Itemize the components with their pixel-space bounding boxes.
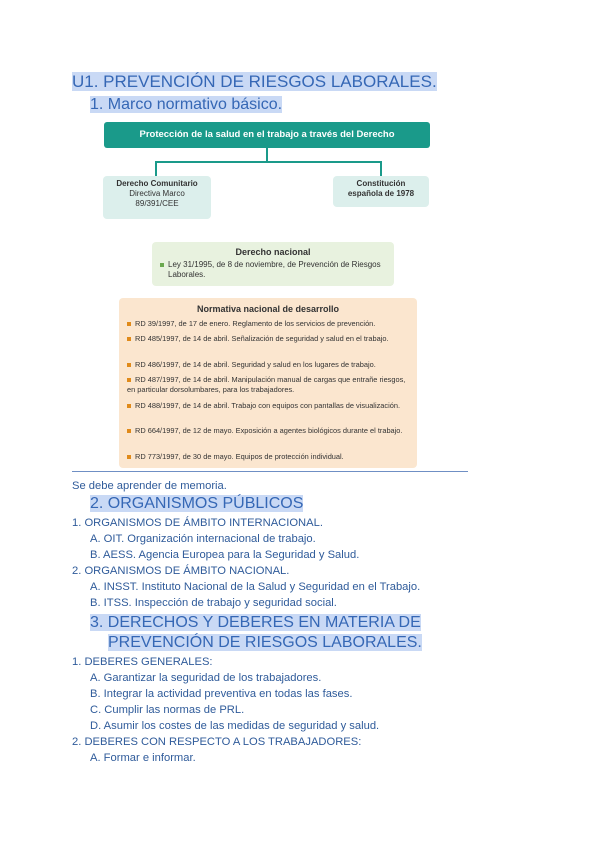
section2-heading-text: 2. ORGANISMOS PÚBLICOS — [90, 495, 304, 512]
bullet-icon — [127, 455, 131, 459]
bullet-icon — [127, 337, 131, 341]
connector — [380, 161, 382, 176]
list-item: D. Asumir los costes de las medidas de seguridad y salud. — [90, 720, 380, 732]
national-law-title: Derecho nacional — [235, 247, 311, 257]
section3-heading-line1: 3. DERECHOS Y DEBERES EN MATERIA DE — [90, 614, 421, 631]
list-item: A. Garantizar la seguridad de los trabajadores. — [90, 672, 322, 684]
constitution-box — [333, 176, 429, 207]
regulation-item: RD 487/1997, de 14 de abril. Manipulación manual de cargas que entrañe riesgos, en particular dorsolumbares, para los trabajadores. — [127, 375, 406, 394]
list-item: A. OIT. Organización internacional de trabajo. — [90, 533, 316, 545]
national-law-item — [160, 260, 394, 280]
section3-heading-cont — [108, 633, 422, 653]
regulation-item: RD 664/1997, de 12 de mayo. Exposición a agentes biológicos durante el trabajo. — [127, 426, 411, 436]
list-item: 1. DEBERES GENERALES: — [72, 656, 213, 668]
connector — [155, 161, 381, 163]
section3-heading — [90, 613, 421, 633]
bullet-icon — [160, 263, 164, 267]
eu-law-line1: Directiva Marco — [129, 189, 185, 198]
divider — [72, 471, 468, 472]
eu-law-line2: 89/391/CEE — [135, 199, 179, 208]
regulation-item: RD 485/1997, de 14 de abril. Señalización de seguridad y salud en el trabajo. — [127, 334, 411, 344]
regulation-item: RD 486/1997, de 14 de abril. Seguridad y salud en los lugares de trabajo. — [127, 360, 411, 370]
connector — [266, 148, 268, 162]
section3-heading-line2: PREVENCIÓN DE RIESGOS LABORALES. — [108, 634, 422, 651]
list-item: 1. ORGANISMOS DE ÁMBITO INTERNACIONAL. — [72, 517, 323, 529]
constitution-line2: española de 1978 — [347, 189, 415, 198]
list-item: B. Integrar la actividad preventiva en todas las fases. — [90, 688, 353, 700]
list-item: A. Formar e informar. — [90, 752, 196, 764]
list-item: A. INSST. Instituto Nacional de la Salud y Seguridad en el Trabajo. — [90, 581, 421, 593]
list-item: 2. DEBERES CON RESPECTO A LOS TRABAJADORES: — [72, 736, 362, 748]
memory-note: Se debe aprender de memoria. — [72, 480, 227, 492]
regulation-item: RD 39/1997, de 17 de enero. Reglamento de los servicios de prevención. — [127, 319, 411, 329]
page-title-text: U1. PREVENCIÓN DE RIESGOS LABORALES. — [72, 72, 437, 91]
page-title — [72, 72, 437, 92]
bullet-icon — [127, 404, 131, 408]
list-item: 2. ORGANISMOS DE ÁMBITO NACIONAL. — [72, 565, 290, 577]
connector — [155, 161, 157, 176]
section1-heading-text: 1. Marco normativo básico. — [90, 96, 283, 113]
regulation-item: RD 773/1997, de 30 de mayo. Equipos de protección individual. — [127, 452, 411, 462]
legal-framework-diagram — [100, 118, 434, 470]
list-item: C. Cumplir las normas de PRL. — [90, 704, 245, 716]
section1-heading — [90, 95, 282, 115]
bullet-icon — [127, 378, 131, 382]
national-law-line2: Laborales. — [168, 270, 206, 279]
regulation-item: RD 488/1997, de 14 de abril. Trabajo con equipos con pantallas de visualización. — [127, 401, 411, 411]
bullet-icon — [127, 363, 131, 367]
eu-law-title: Derecho Comunitario — [116, 179, 198, 188]
constitution-line1: Constitución — [356, 179, 406, 188]
bullet-icon — [127, 322, 131, 326]
section2-heading — [90, 494, 303, 514]
diagram-top-box: Protección de la salud en el trabajo a través del Derecho — [104, 122, 430, 148]
development-regulation-box — [119, 298, 417, 468]
national-law-line1: Ley 31/1995, de 8 de noviembre, de Prevención de Riesgos — [168, 260, 381, 269]
national-law-box — [152, 242, 394, 286]
eu-law-box — [103, 176, 211, 219]
list-item: B. AESS. Agencia Europea para la Seguridad y Salud. — [90, 549, 360, 561]
list-item: B. ITSS. Inspección de trabajo y seguridad social. — [90, 597, 337, 609]
development-regulation-title: Normativa nacional de desarrollo — [196, 304, 340, 314]
bullet-icon — [127, 429, 131, 433]
